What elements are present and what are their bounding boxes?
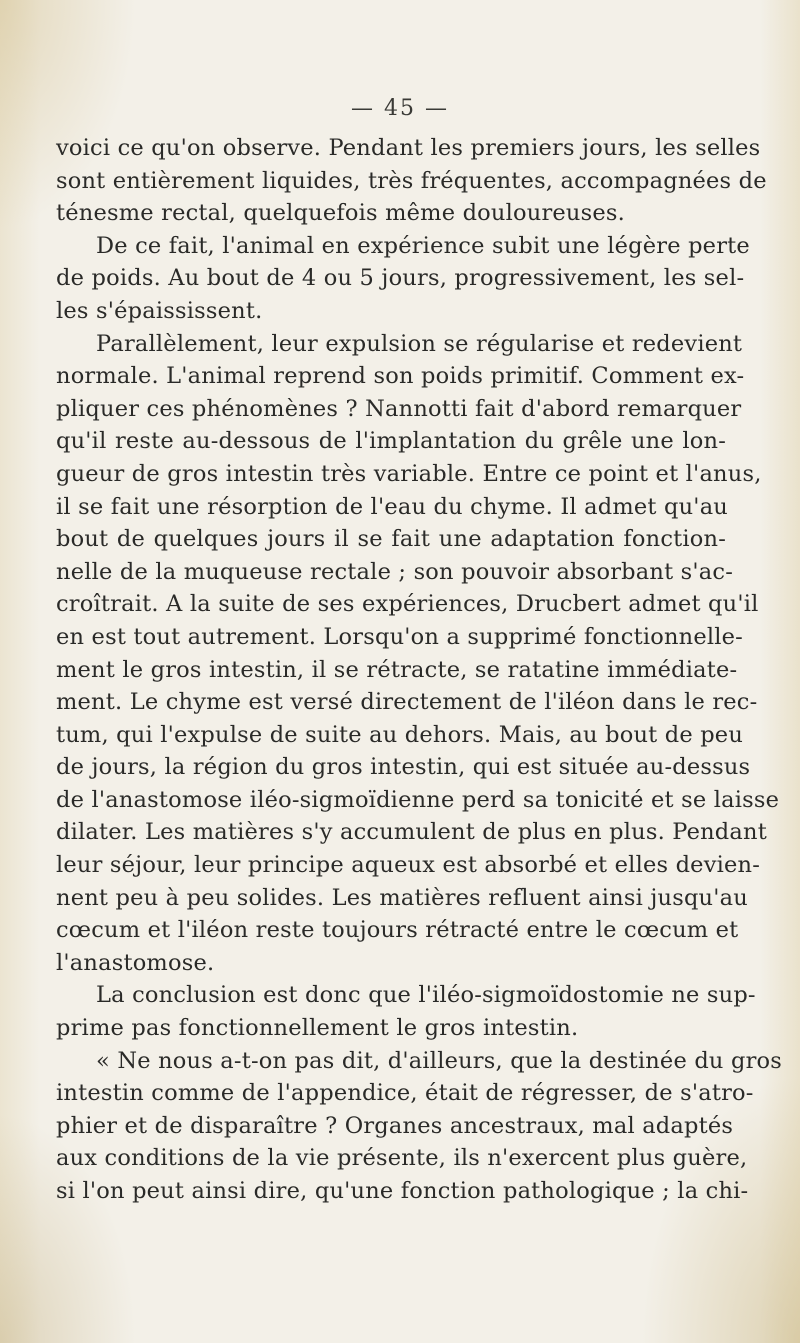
text-line: les s'épaississent. (56, 297, 263, 324)
text-line: leur séjour, leur principe aqueux est absorbé et elles devien- (56, 852, 761, 879)
page-number: — 45 — (351, 96, 449, 121)
paragraph (56, 1045, 783, 1208)
text-line: il se fait une résorption de l'eau du chyme. Il admet qu'au (56, 493, 729, 520)
text-line: gueur de gros intestin très variable. Entre ce point et l'anus, (56, 460, 762, 487)
text-line: normale. L'animal reprend son poids primitif. Comment ex- (56, 363, 745, 390)
text-line: de jours, la région du gros intestin, qui est située au-dessus (56, 754, 751, 781)
text-line: cœcum et l'iléon reste toujours rétracté entre le cœcum et (56, 917, 739, 944)
body-text (56, 132, 783, 1208)
text-line: voici ce qu'on observe. Pendant les premiers jours, les selles (56, 135, 761, 161)
text-line: de l'anastomose iléo-sigmoïdienne perd sa tonicité et se laisse (56, 786, 780, 813)
paragraph (56, 230, 750, 328)
paragraph (56, 132, 767, 230)
text-line: pliquer ces phénomènes ? Nannotti fait d'abord remarquer (56, 395, 742, 422)
text-line: nelle de la muqueuse rectale ; son pouvoir absorbant s'ac- (56, 558, 734, 585)
text-line: ténesme rectal, quelquefois même douloureuses. (56, 200, 625, 227)
text-line: intestin comme de l'appendice, était de régresser, de s'atro- (56, 1080, 754, 1107)
text-line: nent peu à peu solides. Les matières refluent ainsi jusqu'au (56, 884, 748, 911)
text-line: ment. Le chyme est versé directement de l'iléon dans le rec- (56, 689, 758, 716)
text-line: tum, qui l'expulse de suite au dehors. Mais, au bout de peu (56, 721, 744, 748)
text-line: de poids. Au bout de 4 ou 5 jours, progressivement, les sel- (56, 265, 745, 292)
text-line: l'anastomose. (56, 949, 215, 976)
paragraph (56, 328, 780, 980)
text-line: La conclusion est donc que l'iléo-sigmoïdostomie ne sup- (96, 982, 756, 1009)
text-line: si l'on peut ainsi dire, qu'une fonction pathologique ; la chi- (56, 1178, 749, 1204)
text-line: croîtrait. A la suite de ses expériences, Drucbert admet qu'il (56, 591, 759, 618)
text-line: Parallèlement, leur expulsion se régularise et redevient (96, 330, 743, 357)
text-line: prime pas fonctionnellement le gros intestin. (56, 1015, 579, 1042)
text-line: aux conditions de la vie présente, ils n'exercent plus guère, (56, 1145, 748, 1172)
text-line: bout de quelques jours il se fait une adaptation fonction- (56, 526, 726, 553)
text-line: ment le gros intestin, il se rétracte, se ratatine immédiate- (56, 656, 738, 683)
text-line: « Ne nous a-t-on pas dit, d'ailleurs, que la destinée du gros (96, 1047, 783, 1074)
text-line: qu'il reste au-dessous de l'implantation du grêle une lon- (56, 428, 726, 455)
text-line: dilater. Les matières s'y accumulent de plus en plus. Pendant (56, 819, 767, 846)
text-line: en est tout autrement. Lorsqu'on a supprimé fonctionnelle- (56, 623, 743, 650)
text-line: phier et de disparaître ? Organes ancestraux, mal adaptés (56, 1112, 734, 1139)
text-line: De ce fait, l'animal en expérience subit une légère perte (96, 232, 750, 259)
paragraph (56, 979, 756, 1044)
text-line: sont entièrement liquides, très fréquentes, accompagnées de (56, 167, 767, 194)
